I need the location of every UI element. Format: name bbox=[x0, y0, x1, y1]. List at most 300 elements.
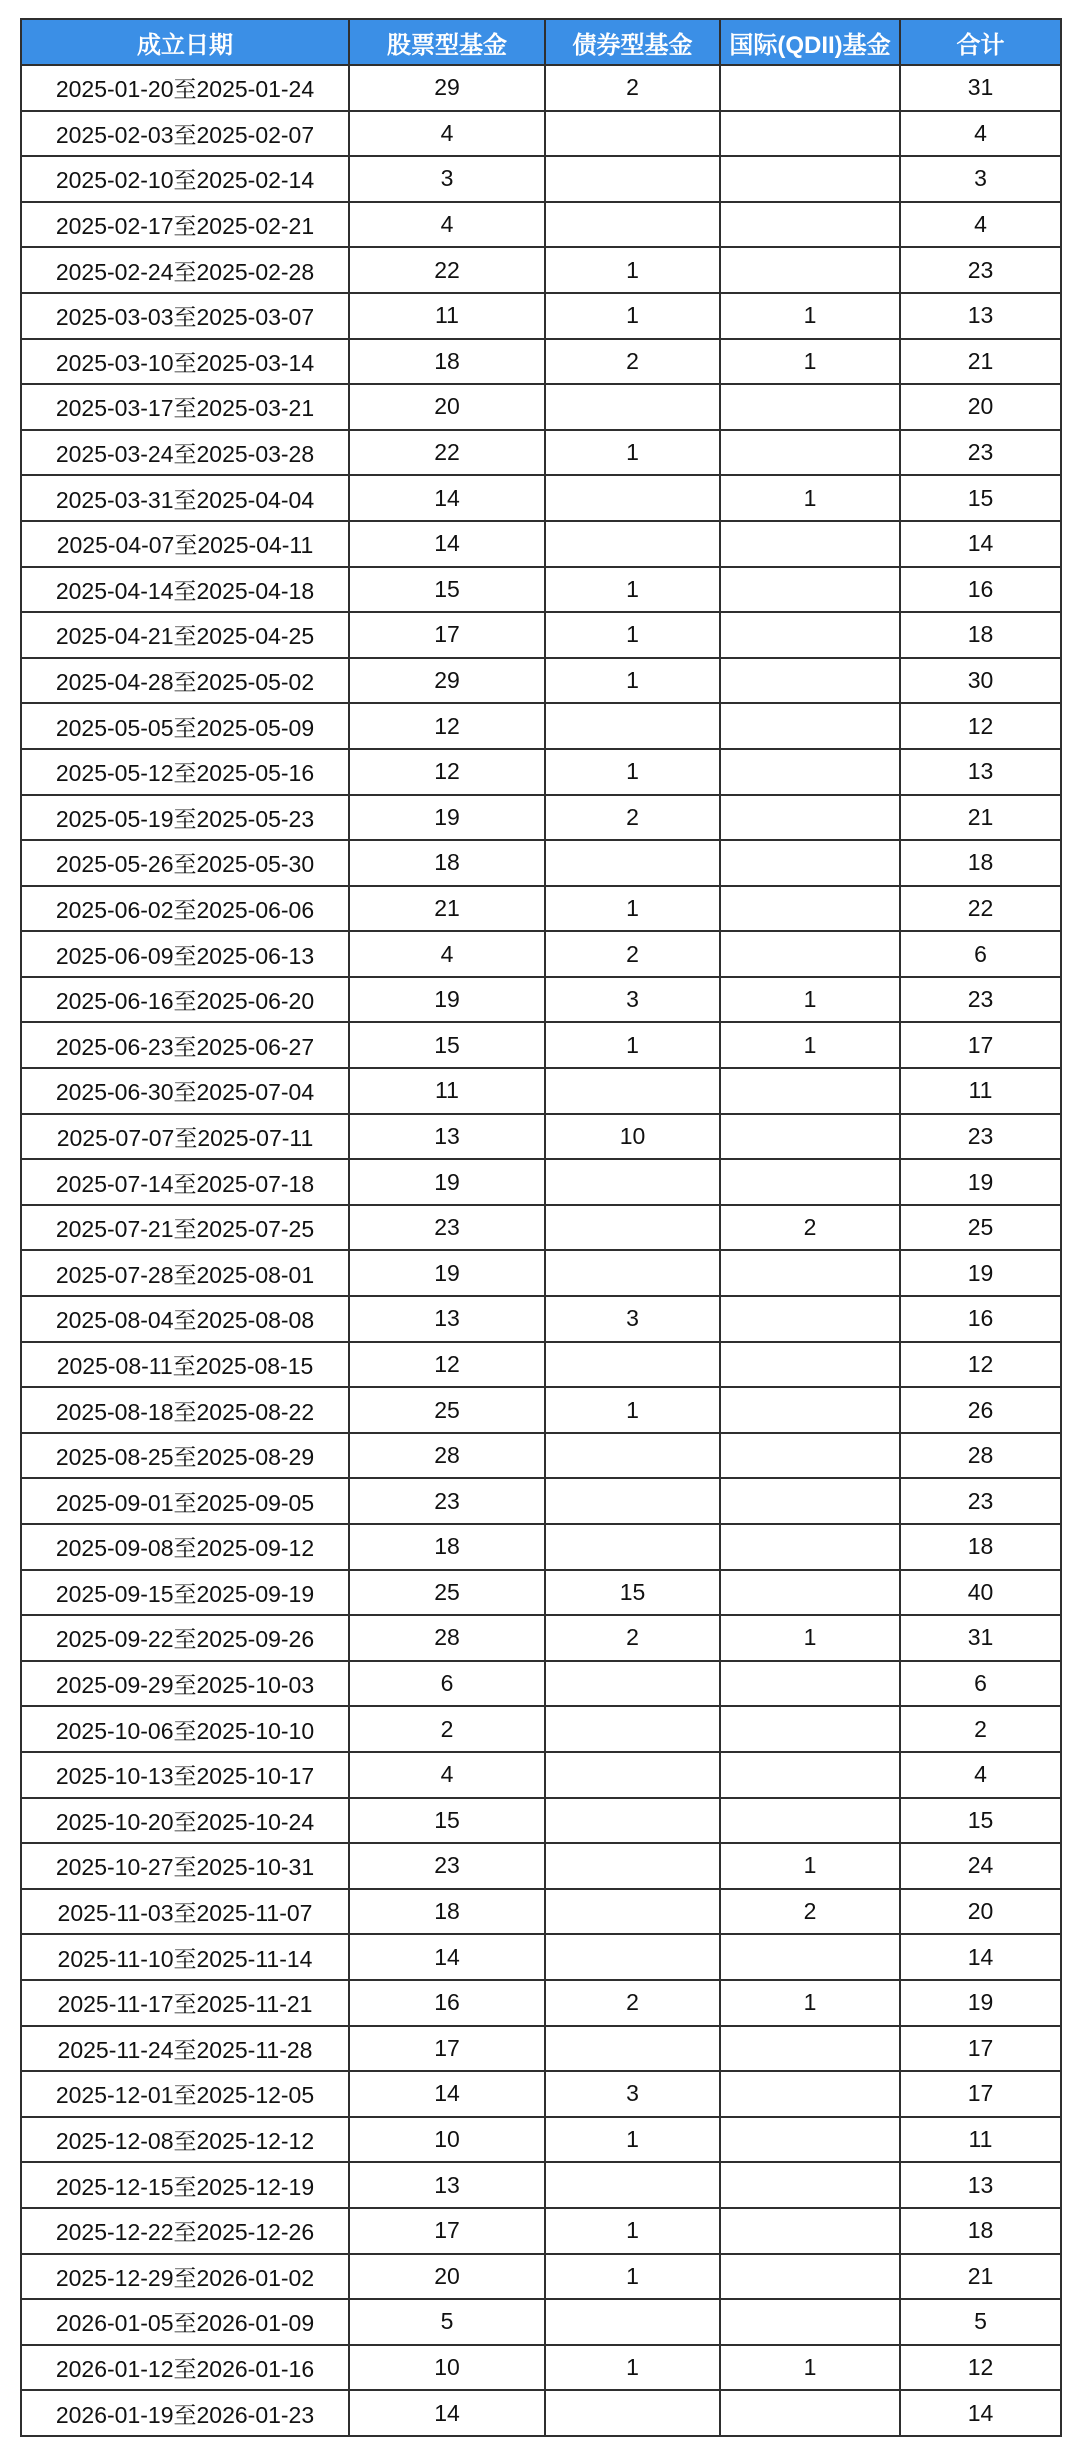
table-row bbox=[21, 2026, 1061, 2072]
cell-date-range: 2025-08-11至2025-08-15 bbox=[21, 1342, 349, 1388]
cell-stock-fund: 14 bbox=[349, 1934, 545, 1980]
cell-date-range: 2025-06-16至2025-06-20 bbox=[21, 977, 349, 1023]
cell-stock-fund: 6 bbox=[349, 1661, 545, 1707]
cell-stock-fund: 23 bbox=[349, 1843, 545, 1889]
cell-total: 12 bbox=[900, 1342, 1061, 1388]
cell-qdii-fund bbox=[720, 1934, 900, 1980]
cell-total: 14 bbox=[900, 2390, 1061, 2436]
header-row bbox=[21, 19, 1061, 65]
table-row bbox=[21, 1889, 1061, 1935]
table-row bbox=[21, 840, 1061, 886]
table-row bbox=[21, 1159, 1061, 1205]
cell-date-range: 2025-07-14至2025-07-18 bbox=[21, 1159, 349, 1205]
cell-qdii-fund bbox=[720, 567, 900, 613]
cell-total: 19 bbox=[900, 1159, 1061, 1205]
cell-qdii-fund bbox=[720, 612, 900, 658]
cell-date-range: 2026-01-12至2026-01-16 bbox=[21, 2345, 349, 2391]
cell-bond-fund bbox=[545, 156, 720, 202]
cell-stock-fund: 23 bbox=[349, 1205, 545, 1251]
cell-total: 4 bbox=[900, 111, 1061, 157]
cell-bond-fund bbox=[545, 1068, 720, 1114]
cell-date-range: 2025-02-03至2025-02-07 bbox=[21, 111, 349, 157]
cell-bond-fund: 15 bbox=[545, 1570, 720, 1616]
table-row bbox=[21, 931, 1061, 977]
cell-stock-fund: 4 bbox=[349, 111, 545, 157]
table-row bbox=[21, 2208, 1061, 2254]
cell-stock-fund: 28 bbox=[349, 1615, 545, 1661]
cell-stock-fund: 13 bbox=[349, 1296, 545, 1342]
cell-date-range: 2025-10-27至2025-10-31 bbox=[21, 1843, 349, 1889]
table-row bbox=[21, 1022, 1061, 1068]
table-row bbox=[21, 1798, 1061, 1844]
cell-total: 18 bbox=[900, 840, 1061, 886]
cell-date-range: 2025-01-20至2025-01-24 bbox=[21, 65, 349, 111]
table-row bbox=[21, 1342, 1061, 1388]
cell-qdii-fund: 1 bbox=[720, 1843, 900, 1889]
cell-bond-fund bbox=[545, 521, 720, 567]
cell-qdii-fund: 1 bbox=[720, 1615, 900, 1661]
cell-stock-fund: 13 bbox=[349, 2162, 545, 2208]
cell-date-range: 2025-06-09至2025-06-13 bbox=[21, 931, 349, 977]
cell-date-range: 2025-04-14至2025-04-18 bbox=[21, 567, 349, 613]
cell-date-range: 2026-01-05至2026-01-09 bbox=[21, 2299, 349, 2345]
cell-stock-fund: 12 bbox=[349, 749, 545, 795]
cell-date-range: 2025-07-21至2025-07-25 bbox=[21, 1205, 349, 1251]
table-row bbox=[21, 521, 1061, 567]
cell-bond-fund bbox=[545, 2299, 720, 2345]
cell-bond-fund bbox=[545, 1843, 720, 1889]
cell-total: 11 bbox=[900, 1068, 1061, 1114]
cell-total: 21 bbox=[900, 795, 1061, 841]
cell-date-range: 2025-10-06至2025-10-10 bbox=[21, 1706, 349, 1752]
cell-total: 21 bbox=[900, 2254, 1061, 2300]
cell-qdii-fund bbox=[720, 1752, 900, 1798]
cell-bond-fund bbox=[545, 1934, 720, 1980]
cell-bond-fund: 2 bbox=[545, 1615, 720, 1661]
table-row bbox=[21, 1114, 1061, 1160]
cell-qdii-fund bbox=[720, 384, 900, 430]
cell-qdii-fund: 2 bbox=[720, 1889, 900, 1935]
cell-total: 24 bbox=[900, 1843, 1061, 1889]
cell-date-range: 2025-03-10至2025-03-14 bbox=[21, 339, 349, 385]
cell-total: 23 bbox=[900, 247, 1061, 293]
cell-stock-fund: 13 bbox=[349, 1114, 545, 1160]
cell-date-range: 2025-12-22至2025-12-26 bbox=[21, 2208, 349, 2254]
cell-bond-fund: 2 bbox=[545, 1980, 720, 2026]
cell-qdii-fund bbox=[720, 658, 900, 704]
cell-bond-fund bbox=[545, 202, 720, 248]
cell-stock-fund: 18 bbox=[349, 840, 545, 886]
cell-stock-fund: 20 bbox=[349, 2254, 545, 2300]
cell-date-range: 2025-11-24至2025-11-28 bbox=[21, 2026, 349, 2072]
cell-total: 31 bbox=[900, 1615, 1061, 1661]
cell-stock-fund: 15 bbox=[349, 1798, 545, 1844]
cell-total: 2 bbox=[900, 1706, 1061, 1752]
cell-bond-fund bbox=[545, 2390, 720, 2436]
cell-date-range: 2026-01-19至2026-01-23 bbox=[21, 2390, 349, 2436]
cell-qdii-fund: 1 bbox=[720, 475, 900, 521]
cell-stock-fund: 23 bbox=[349, 1478, 545, 1524]
cell-total: 30 bbox=[900, 658, 1061, 704]
cell-total: 13 bbox=[900, 2162, 1061, 2208]
cell-total: 28 bbox=[900, 1433, 1061, 1479]
table-row bbox=[21, 1570, 1061, 1616]
table-row bbox=[21, 2345, 1061, 2391]
cell-date-range: 2025-05-26至2025-05-30 bbox=[21, 840, 349, 886]
cell-date-range: 2025-12-08至2025-12-12 bbox=[21, 2117, 349, 2163]
cell-total: 18 bbox=[900, 1524, 1061, 1570]
cell-date-range: 2025-09-15至2025-09-19 bbox=[21, 1570, 349, 1616]
table-row bbox=[21, 1980, 1061, 2026]
table-row bbox=[21, 1478, 1061, 1524]
header-qdii-fund: 国际(QDII)基金 bbox=[720, 19, 900, 65]
cell-bond-fund: 2 bbox=[545, 931, 720, 977]
cell-qdii-fund: 1 bbox=[720, 293, 900, 339]
cell-total: 40 bbox=[900, 1570, 1061, 1616]
cell-bond-fund: 1 bbox=[545, 612, 720, 658]
cell-qdii-fund: 1 bbox=[720, 977, 900, 1023]
cell-bond-fund bbox=[545, 1752, 720, 1798]
table-row bbox=[21, 1068, 1061, 1114]
cell-bond-fund bbox=[545, 1342, 720, 1388]
table-row bbox=[21, 2162, 1061, 2208]
cell-bond-fund: 1 bbox=[545, 658, 720, 704]
cell-total: 20 bbox=[900, 1889, 1061, 1935]
cell-qdii-fund bbox=[720, 2390, 900, 2436]
cell-stock-fund: 4 bbox=[349, 1752, 545, 1798]
cell-stock-fund: 19 bbox=[349, 795, 545, 841]
table-row bbox=[21, 247, 1061, 293]
cell-date-range: 2025-06-02至2025-06-06 bbox=[21, 886, 349, 932]
table-row bbox=[21, 202, 1061, 248]
table-row bbox=[21, 65, 1061, 111]
cell-qdii-fund: 1 bbox=[720, 1022, 900, 1068]
cell-stock-fund: 14 bbox=[349, 2390, 545, 2436]
cell-qdii-fund bbox=[720, 1478, 900, 1524]
cell-stock-fund: 17 bbox=[349, 2208, 545, 2254]
cell-date-range: 2025-06-30至2025-07-04 bbox=[21, 1068, 349, 1114]
cell-qdii-fund bbox=[720, 1798, 900, 1844]
cell-date-range: 2025-03-24至2025-03-28 bbox=[21, 430, 349, 476]
cell-date-range: 2025-09-08至2025-09-12 bbox=[21, 1524, 349, 1570]
table-row bbox=[21, 1433, 1061, 1479]
cell-qdii-fund bbox=[720, 1433, 900, 1479]
cell-date-range: 2025-05-05至2025-05-09 bbox=[21, 703, 349, 749]
cell-total: 18 bbox=[900, 2208, 1061, 2254]
cell-stock-fund: 10 bbox=[349, 2345, 545, 2391]
cell-stock-fund: 22 bbox=[349, 430, 545, 476]
cell-bond-fund: 1 bbox=[545, 1022, 720, 1068]
table-row bbox=[21, 1661, 1061, 1707]
cell-date-range: 2025-04-07至2025-04-11 bbox=[21, 521, 349, 567]
cell-bond-fund: 1 bbox=[545, 2345, 720, 2391]
cell-date-range: 2025-07-07至2025-07-11 bbox=[21, 1114, 349, 1160]
cell-date-range: 2025-11-03至2025-11-07 bbox=[21, 1889, 349, 1935]
cell-date-range: 2025-12-01至2025-12-05 bbox=[21, 2071, 349, 2117]
cell-bond-fund bbox=[545, 1798, 720, 1844]
table-row bbox=[21, 1296, 1061, 1342]
table-row bbox=[21, 1387, 1061, 1433]
cell-stock-fund: 21 bbox=[349, 886, 545, 932]
table-row bbox=[21, 612, 1061, 658]
cell-qdii-fund bbox=[720, 1570, 900, 1616]
cell-qdii-fund bbox=[720, 2254, 900, 2300]
cell-stock-fund: 28 bbox=[349, 1433, 545, 1479]
cell-bond-fund bbox=[545, 1661, 720, 1707]
cell-date-range: 2025-07-28至2025-08-01 bbox=[21, 1250, 349, 1296]
cell-bond-fund: 1 bbox=[545, 2208, 720, 2254]
cell-bond-fund: 3 bbox=[545, 1296, 720, 1342]
cell-qdii-fund bbox=[720, 521, 900, 567]
cell-stock-fund: 4 bbox=[349, 202, 545, 248]
cell-total: 5 bbox=[900, 2299, 1061, 2345]
cell-stock-fund: 15 bbox=[349, 567, 545, 613]
cell-bond-fund bbox=[545, 1433, 720, 1479]
cell-total: 6 bbox=[900, 1661, 1061, 1707]
cell-qdii-fund: 1 bbox=[720, 2345, 900, 2391]
cell-date-range: 2025-03-17至2025-03-21 bbox=[21, 384, 349, 430]
table-row bbox=[21, 2299, 1061, 2345]
table-row bbox=[21, 749, 1061, 795]
table-row bbox=[21, 567, 1061, 613]
cell-bond-fund: 10 bbox=[545, 1114, 720, 1160]
cell-stock-fund: 19 bbox=[349, 1250, 545, 1296]
cell-total: 4 bbox=[900, 1752, 1061, 1798]
cell-bond-fund: 3 bbox=[545, 977, 720, 1023]
fund-issuance-table bbox=[20, 18, 1062, 2437]
cell-bond-fund bbox=[545, 475, 720, 521]
table-row bbox=[21, 795, 1061, 841]
table-row bbox=[21, 293, 1061, 339]
cell-stock-fund: 18 bbox=[349, 1889, 545, 1935]
cell-qdii-fund bbox=[720, 202, 900, 248]
cell-stock-fund: 11 bbox=[349, 293, 545, 339]
cell-stock-fund: 10 bbox=[349, 2117, 545, 2163]
cell-total: 26 bbox=[900, 1387, 1061, 1433]
cell-date-range: 2025-08-25至2025-08-29 bbox=[21, 1433, 349, 1479]
table-row bbox=[21, 2254, 1061, 2300]
cell-bond-fund bbox=[545, 1250, 720, 1296]
cell-bond-fund: 1 bbox=[545, 1387, 720, 1433]
table-row bbox=[21, 886, 1061, 932]
cell-stock-fund: 20 bbox=[349, 384, 545, 430]
cell-qdii-fund bbox=[720, 1387, 900, 1433]
cell-stock-fund: 14 bbox=[349, 521, 545, 567]
cell-total: 18 bbox=[900, 612, 1061, 658]
cell-qdii-fund bbox=[720, 1661, 900, 1707]
cell-qdii-fund bbox=[720, 1706, 900, 1752]
cell-qdii-fund: 2 bbox=[720, 1205, 900, 1251]
cell-stock-fund: 14 bbox=[349, 475, 545, 521]
cell-bond-fund bbox=[545, 1478, 720, 1524]
cell-stock-fund: 11 bbox=[349, 1068, 545, 1114]
cell-qdii-fund: 1 bbox=[720, 1980, 900, 2026]
cell-bond-fund bbox=[545, 2162, 720, 2208]
table-row bbox=[21, 1524, 1061, 1570]
fund-table-container bbox=[20, 18, 1060, 2437]
cell-date-range: 2025-04-28至2025-05-02 bbox=[21, 658, 349, 704]
header-bond-fund: 债券型基金 bbox=[545, 19, 720, 65]
table-row bbox=[21, 111, 1061, 157]
cell-total: 15 bbox=[900, 475, 1061, 521]
cell-stock-fund: 18 bbox=[349, 1524, 545, 1570]
cell-qdii-fund bbox=[720, 2208, 900, 2254]
cell-qdii-fund bbox=[720, 795, 900, 841]
table-row bbox=[21, 1205, 1061, 1251]
cell-date-range: 2025-11-17至2025-11-21 bbox=[21, 1980, 349, 2026]
cell-stock-fund: 17 bbox=[349, 612, 545, 658]
cell-date-range: 2025-02-10至2025-02-14 bbox=[21, 156, 349, 202]
cell-total: 12 bbox=[900, 2345, 1061, 2391]
cell-bond-fund bbox=[545, 1706, 720, 1752]
cell-stock-fund: 2 bbox=[349, 1706, 545, 1752]
cell-date-range: 2025-09-01至2025-09-05 bbox=[21, 1478, 349, 1524]
cell-stock-fund: 5 bbox=[349, 2299, 545, 2345]
cell-qdii-fund bbox=[720, 1159, 900, 1205]
table-row bbox=[21, 1706, 1061, 1752]
table-body bbox=[21, 65, 1061, 2436]
cell-total: 21 bbox=[900, 339, 1061, 385]
cell-total: 23 bbox=[900, 977, 1061, 1023]
cell-bond-fund bbox=[545, 2026, 720, 2072]
table-row bbox=[21, 339, 1061, 385]
cell-total: 14 bbox=[900, 521, 1061, 567]
cell-qdii-fund bbox=[720, 156, 900, 202]
cell-stock-fund: 22 bbox=[349, 247, 545, 293]
cell-stock-fund: 18 bbox=[349, 339, 545, 385]
cell-bond-fund bbox=[545, 1159, 720, 1205]
cell-qdii-fund bbox=[720, 2117, 900, 2163]
cell-total: 20 bbox=[900, 384, 1061, 430]
table-row bbox=[21, 156, 1061, 202]
cell-qdii-fund bbox=[720, 2026, 900, 2072]
cell-date-range: 2025-02-24至2025-02-28 bbox=[21, 247, 349, 293]
cell-bond-fund: 3 bbox=[545, 2071, 720, 2117]
header-total: 合计 bbox=[900, 19, 1061, 65]
cell-date-range: 2025-09-22至2025-09-26 bbox=[21, 1615, 349, 1661]
table-row bbox=[21, 1752, 1061, 1798]
table-row bbox=[21, 977, 1061, 1023]
cell-date-range: 2025-08-04至2025-08-08 bbox=[21, 1296, 349, 1342]
cell-total: 3 bbox=[900, 156, 1061, 202]
cell-qdii-fund bbox=[720, 1524, 900, 1570]
cell-stock-fund: 16 bbox=[349, 1980, 545, 2026]
cell-total: 19 bbox=[900, 1250, 1061, 1296]
cell-date-range: 2025-03-31至2025-04-04 bbox=[21, 475, 349, 521]
cell-date-range: 2025-08-18至2025-08-22 bbox=[21, 1387, 349, 1433]
cell-stock-fund: 25 bbox=[349, 1387, 545, 1433]
cell-stock-fund: 19 bbox=[349, 977, 545, 1023]
cell-total: 17 bbox=[900, 1022, 1061, 1068]
table-row bbox=[21, 1843, 1061, 1889]
cell-bond-fund: 2 bbox=[545, 339, 720, 385]
table-row bbox=[21, 703, 1061, 749]
table-row bbox=[21, 1615, 1061, 1661]
cell-bond-fund: 2 bbox=[545, 65, 720, 111]
cell-qdii-fund bbox=[720, 2162, 900, 2208]
cell-total: 31 bbox=[900, 65, 1061, 111]
cell-stock-fund: 29 bbox=[349, 658, 545, 704]
cell-total: 23 bbox=[900, 430, 1061, 476]
header-date: 成立日期 bbox=[21, 19, 349, 65]
cell-total: 16 bbox=[900, 567, 1061, 613]
cell-date-range: 2025-12-15至2025-12-19 bbox=[21, 2162, 349, 2208]
cell-bond-fund bbox=[545, 840, 720, 886]
cell-bond-fund bbox=[545, 1205, 720, 1251]
cell-qdii-fund: 1 bbox=[720, 339, 900, 385]
cell-total: 12 bbox=[900, 703, 1061, 749]
table-row bbox=[21, 430, 1061, 476]
cell-date-range: 2025-12-29至2026-01-02 bbox=[21, 2254, 349, 2300]
cell-total: 13 bbox=[900, 293, 1061, 339]
cell-qdii-fund bbox=[720, 1342, 900, 1388]
cell-date-range: 2025-02-17至2025-02-21 bbox=[21, 202, 349, 248]
cell-qdii-fund bbox=[720, 1114, 900, 1160]
cell-date-range: 2025-09-29至2025-10-03 bbox=[21, 1661, 349, 1707]
table-row bbox=[21, 475, 1061, 521]
cell-stock-fund: 29 bbox=[349, 65, 545, 111]
cell-qdii-fund bbox=[720, 840, 900, 886]
cell-qdii-fund bbox=[720, 1068, 900, 1114]
cell-qdii-fund bbox=[720, 749, 900, 795]
table-row bbox=[21, 2071, 1061, 2117]
cell-total: 22 bbox=[900, 886, 1061, 932]
cell-qdii-fund bbox=[720, 2071, 900, 2117]
cell-date-range: 2025-03-03至2025-03-07 bbox=[21, 293, 349, 339]
table-row bbox=[21, 2117, 1061, 2163]
cell-total: 23 bbox=[900, 1114, 1061, 1160]
cell-bond-fund bbox=[545, 111, 720, 157]
cell-bond-fund: 1 bbox=[545, 2254, 720, 2300]
cell-bond-fund bbox=[545, 703, 720, 749]
cell-total: 17 bbox=[900, 2071, 1061, 2117]
cell-date-range: 2025-04-21至2025-04-25 bbox=[21, 612, 349, 658]
cell-date-range: 2025-05-12至2025-05-16 bbox=[21, 749, 349, 795]
cell-qdii-fund bbox=[720, 703, 900, 749]
table-row bbox=[21, 384, 1061, 430]
cell-bond-fund bbox=[545, 1889, 720, 1935]
cell-date-range: 2025-10-13至2025-10-17 bbox=[21, 1752, 349, 1798]
cell-date-range: 2025-11-10至2025-11-14 bbox=[21, 1934, 349, 1980]
cell-total: 4 bbox=[900, 202, 1061, 248]
cell-bond-fund: 1 bbox=[545, 293, 720, 339]
cell-date-range: 2025-10-20至2025-10-24 bbox=[21, 1798, 349, 1844]
cell-stock-fund: 12 bbox=[349, 703, 545, 749]
cell-bond-fund: 1 bbox=[545, 567, 720, 613]
cell-qdii-fund bbox=[720, 931, 900, 977]
cell-qdii-fund bbox=[720, 111, 900, 157]
cell-bond-fund: 2 bbox=[545, 795, 720, 841]
cell-total: 23 bbox=[900, 1478, 1061, 1524]
cell-qdii-fund bbox=[720, 430, 900, 476]
cell-qdii-fund bbox=[720, 1296, 900, 1342]
cell-qdii-fund bbox=[720, 886, 900, 932]
cell-bond-fund: 1 bbox=[545, 886, 720, 932]
cell-bond-fund: 1 bbox=[545, 247, 720, 293]
table-header bbox=[21, 19, 1061, 65]
cell-stock-fund: 14 bbox=[349, 2071, 545, 2117]
cell-qdii-fund bbox=[720, 2299, 900, 2345]
cell-total: 25 bbox=[900, 1205, 1061, 1251]
cell-bond-fund: 1 bbox=[545, 430, 720, 476]
table-row bbox=[21, 1250, 1061, 1296]
cell-total: 14 bbox=[900, 1934, 1061, 1980]
cell-bond-fund: 1 bbox=[545, 2117, 720, 2163]
cell-date-range: 2025-06-23至2025-06-27 bbox=[21, 1022, 349, 1068]
cell-total: 6 bbox=[900, 931, 1061, 977]
table-row bbox=[21, 2390, 1061, 2436]
cell-date-range: 2025-05-19至2025-05-23 bbox=[21, 795, 349, 841]
